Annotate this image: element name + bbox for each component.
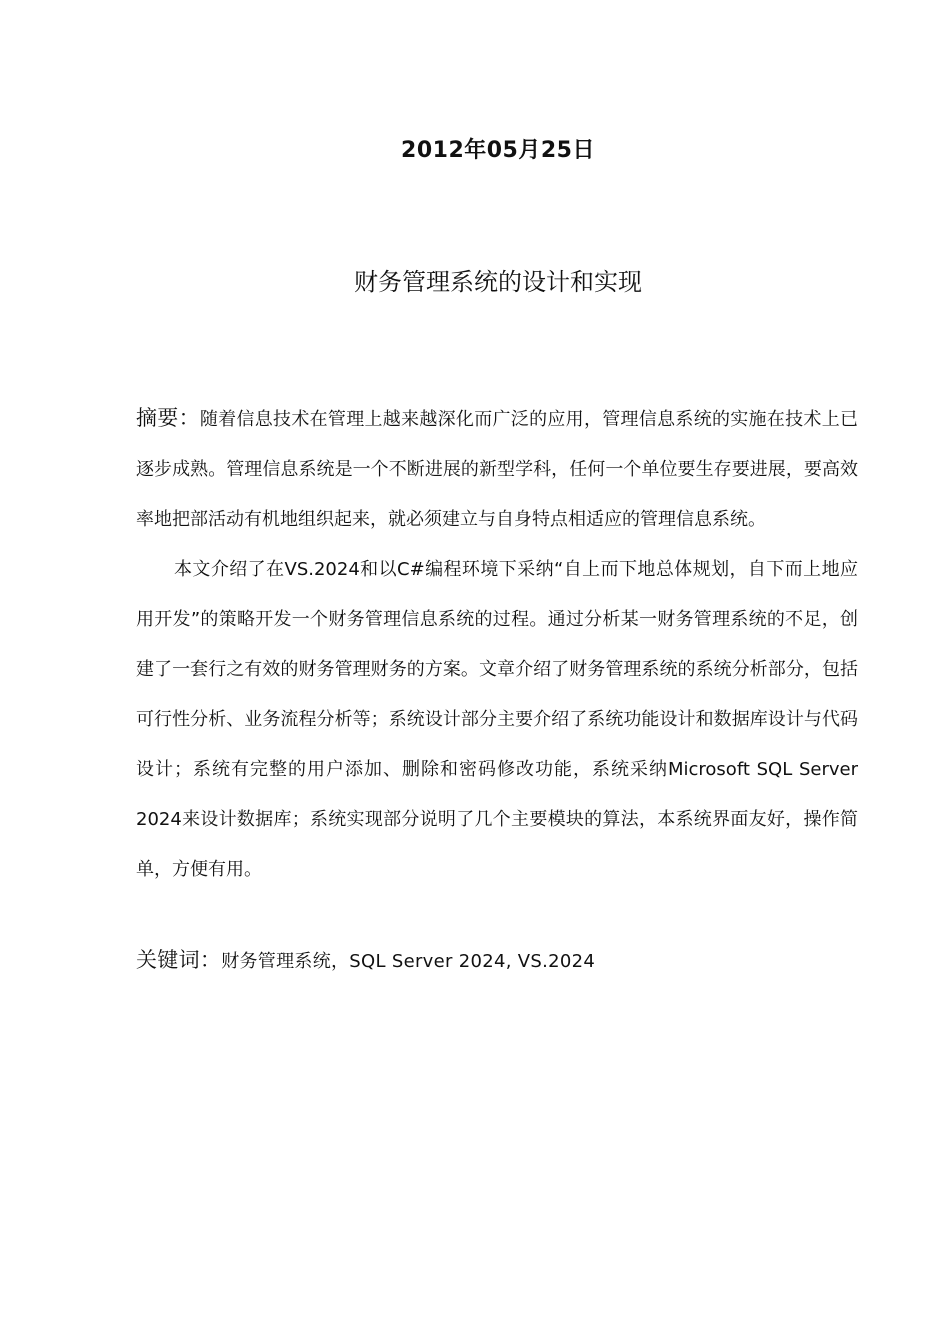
abstract-section — [136, 393, 858, 895]
document-title: 财务管理系统的设计和实现 — [354, 268, 642, 296]
abstract-paragraph-1-text: 随着信息技术在管理上越来越深化而广泛的应用，管理信息系统的实施在技术上已逐步成熟。管理信息系统是一个不断进展的新型学科，任何一个单位要生存要进展，要高效率地把部活动有机地组织起来，就必须建立与自身特点相适应的管理信息系统。 — [136, 409, 859, 530]
abstract-paragraph-1 — [136, 393, 858, 545]
keywords-label: 关键词： — [136, 948, 222, 972]
document-date: 2012年05月25日 — [401, 138, 595, 163]
abstract-paragraph-2: 本文介绍了在VS.2024和以C#编程环境下采纳“自上而下地总体规划，自下而上地应用开发”的策略开发一个财务管理信息系统的过程。通过分析某一财务管理系统的不足，创建了一套行之有效的财务管理财务的方案。文章介绍了财务管理系统的系统分析部分，包括可行性分析、业务流程分析等；系统设计部分主要介绍了系统功能设计和数据库设计与代码设计；系统有完整的用户添加、删除和密码修改功能，系统采纳Microsoft SQL Server 2024来设计数据库；系统实现部分说明了几个主要模块的算法，本系统界面友好，操作简单，方便有用。 — [136, 559, 858, 880]
abstract-label: 摘要： — [136, 406, 200, 430]
keywords-section — [136, 943, 858, 979]
keywords-text: 财务管理系统，SQL Server 2024, VS.2024 — [221, 951, 596, 972]
